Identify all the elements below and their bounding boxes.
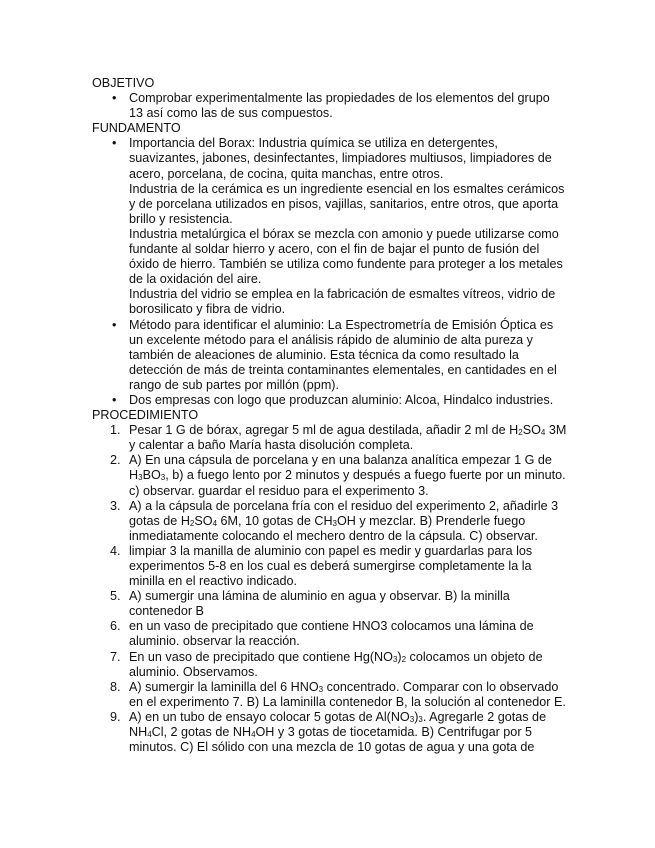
procedure-step (92, 619, 567, 649)
step-text: ) (397, 649, 402, 664)
step-subscript: 4 (540, 428, 546, 438)
step-text: concentrado. Comparar con lo observado en el experimento 7. B) La laminilla contenedor B, la solución al contenedor E. (129, 679, 566, 709)
step-text: Pesar 1 G de bórax, agregar 5 ml de agua destilada, añadir 2 ml de H (129, 423, 519, 438)
step-text: OH y mezclar. B) Prenderle fuego inmediatamente colocando el mechero dentro de la cápsula. C) observar. (129, 513, 538, 543)
objetivo-list (92, 91, 567, 121)
step-text: . Agregarle 2 gotas de NH (129, 709, 547, 740)
step-subscript: 4 (251, 730, 256, 740)
procedure-step (92, 710, 567, 755)
step-subscript: 3 (332, 518, 337, 528)
step-text: colocamos un objeto de aluminio. Observamos. (129, 649, 543, 679)
metodo-item: • Método para identificar el aluminio: La Espectrometría de Emisión Óptica es un excelente método para el análisis rápido de aluminio de alta pureza y también de aleaciones de aluminio. Esta técnica da como resultado la detección de más de treinta contaminantes elementales, en cantidades en el rango de sub partes por millón (ppm). (92, 318, 567, 393)
step-number: 4. (110, 543, 121, 558)
step-number: 1. (110, 423, 121, 438)
step-text: 6M, 10 gotas de CH (217, 513, 333, 528)
step-text: Cl, 2 gotas de NH (151, 725, 252, 740)
step-subscript: 3 (138, 473, 143, 483)
step-subscript: 4 (147, 730, 152, 740)
fundamento-heading: FUNDAMENTO (92, 121, 181, 136)
step-text: , b) a fuego lento por 2 minutos y después a fuego fuerte por un minuto. c) observar. guardar el residuo para el experimento 3. (129, 468, 566, 498)
step-number: 2. (110, 453, 121, 468)
step-text: limpiar 3 la manilla de aluminio con papel es medir y guardarlas para los experimentos 5-8 en los cual es deberá sumergirse completamente la la minilla en el reactivo indicado. (129, 543, 533, 589)
procedimiento-heading: PROCEDIMIENTO (92, 408, 199, 423)
step-text: SO (522, 423, 541, 438)
procedure-step (92, 423, 567, 453)
procedure-step (92, 680, 567, 710)
procedure-step (92, 589, 567, 619)
step-text: A) sumergir la laminilla del 6 HNO (129, 679, 319, 694)
step-subscript: 3 (392, 654, 398, 664)
step-subscript: 2 (189, 518, 195, 528)
borax-vidrio-paragraph: Industria del vidrio se emplea en la fabricación de esmaltes vítreos, vidrio de borosilicato y fibra de vidrio. (129, 287, 556, 317)
step-text: A) a la cápsula de porcelana fría con el residuo del experimento 2, añadirle 3 gotas de H (129, 498, 559, 528)
step-number: 5. (110, 589, 121, 604)
step-subscript: 3 (318, 684, 324, 694)
objetivo-item: • Comprobar experimentalmente las propiedades de los elementos del grupo 13 así como las de sus compuestos. (92, 91, 567, 121)
step-subscript: 3 (409, 714, 415, 724)
step-text: ) (414, 709, 419, 724)
step-text: SO (194, 513, 213, 528)
document-page (92, 76, 567, 755)
empresas-item: • Dos empresas con logo que produzcan aluminio: Alcoa, Hindalco industries. (92, 393, 567, 408)
fundamento-list (92, 136, 567, 408)
objetivo-heading: OBJETIVO (92, 76, 155, 90)
step-subscript: 3 (418, 714, 423, 724)
step-number: 3. (110, 498, 121, 513)
step-number: 7. (110, 649, 121, 664)
step-text: A) En una cápsula de porcelana y en una balanza analítica empezar 1 G de H (129, 453, 552, 483)
step-text: en un vaso de precipitado que contiene HNO3 colocamos una lámina de aluminio. observar la reacción. (129, 619, 534, 649)
borax-quimica-paragraph: • Importancia del Borax: Industria química se utiliza en detergentes, suavizantes, jabones, desinfectantes, limpiadores multiusos, limpiadores de acero, porcelana, de cocina, quita manchas, entre otros. (129, 136, 552, 181)
procedure-step (92, 544, 567, 589)
procedure-step (92, 499, 567, 544)
step-number: 8. (110, 679, 121, 694)
procedimiento-list (92, 423, 567, 755)
step-subscript: 2 (401, 654, 407, 664)
step-subscript: 3 (160, 473, 166, 483)
borax-metalurgica-paragraph: Industria metalúrgica el bórax se mezcla con amonio y puede utilizarse como fundante al soldar hierro y acero, con el fin de bajar el punto de fusión del óxido de hierro. También se utiliza como fundente para proteger a los metales de la oxidación del aire. (129, 226, 563, 287)
step-subscript: 2 (518, 428, 523, 438)
step-number: 6. (110, 619, 121, 634)
step-text: 3M y calentar a baño María hasta disolución completa. (129, 423, 567, 453)
step-text: A) sumergir una lámina de aluminio en agua y observar. B) la minilla contenedor B (129, 589, 510, 619)
step-text: En un vaso de precipitado que contiene Hg(NO (129, 649, 393, 664)
procedure-step (92, 453, 567, 498)
procedure-step (92, 650, 567, 680)
borax-item (92, 136, 567, 317)
step-number: 9. (110, 709, 121, 724)
step-subscript: 4 (212, 518, 218, 528)
borax-ceramica-paragraph: Industria de la cerámica es un ingrediente esencial en los esmaltes cerámicos y de porcelana utilizados en pisos, vajillas, sanitarios, entre otros, que aporta brillo y resistencia. (129, 181, 565, 226)
step-text: BO (142, 468, 161, 483)
step-text: A) en un tubo de ensayo colocar 5 gotas de Al(NO (129, 709, 410, 724)
step-text: OH y 3 gotas de tiocetamida. B) Centrifugar por 5 minutos. C) El sólido con una mezcla de 10 gotas de agua y una gota de (129, 725, 535, 755)
